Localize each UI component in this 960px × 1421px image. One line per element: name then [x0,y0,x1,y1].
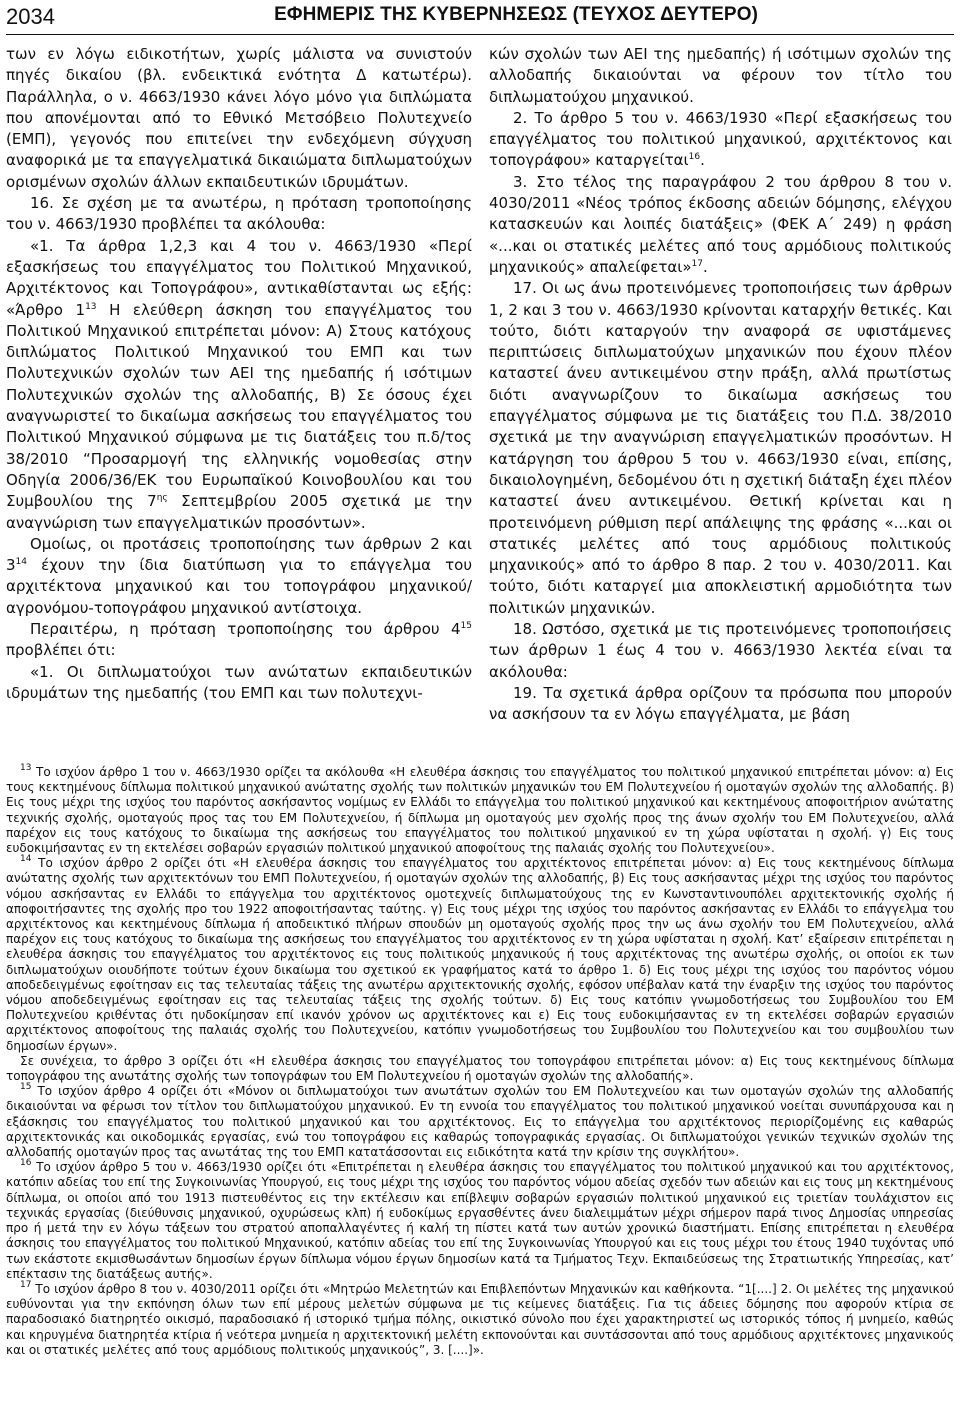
text-run: έχουν την ίδια διατύπωση για το επάγγελμα του αρχιτέκτονα μηχανικού και του τοπογράφου μηχανικού/αγρονόμου-τοπογράφου μηχανικού αντίστοιχα. [6,556,472,617]
text-run: 3. Στο τέλος της παραγράφου 2 του άρθρου 8 του ν. 4030/2011 «Νέος τρόπος έκδοσης αδειών δόμησης, ελέγχου κατασκευών και λοιπές διατάξεις» (ΦΕΚ Α΄ 249) η φράση «...και οι στατικές μελέτες από τους αρμόδιους πολιτικούς μηχανικούς» απαλείφεται» [489,172,952,276]
footnote-ref-13[interactable]: 13 [85,301,97,312]
footnote-number: 17 [20,1279,32,1290]
right-column [489,44,952,756]
footnote-number: 16 [20,1158,32,1169]
paragraph: των εν λόγω ειδικοτήτων, χωρίς μάλιστα να συνιστούν πηγές δικαίου (βλ. ενδεικτικά ενότητα Δ κατωτέρω). Παράλληλα, ο ν. 4663/1930 κάνει λόγο μόνο για διπλώματα που απονέμονται από το Εθνικό Μετσόβειο Πολυτεχνείο (ΕΜΠ), γεγονός που επιτείνει την ενδεχόμενη σύγχυση αναφορικά με τα επαγγελματικά δικαιώματα διπλωματούχων ορισμένων σχολών άλλων εκπαιδευτικών ιδρυμάτων. [6,45,472,191]
footnote-text: Το ισχύον άρθρο 8 του ν. 4030/2011 ορίζει ότι «Μητρώο Μελετητών και Επιβλεπόντων Μηχανικών και καθήκοντα. “1[....] 2. Οι μελέτες της μηχανικού ευθύνονται για την εκπόνηση όλων των επί μέρους μελετών σύμφωνα με τις κείμενες διατάξεις. Για τις άδειες δόμησης που αφορούν κτίρια σε παραδοσιακό διατηρητέο οικισμό, παραδοσιακό ή ιστορικό τμήμα πόλης, οικιστικό σύνολο που έχει χαρακτηριστεί ως ιστορικός τόπος ή μνημείο, καθώς και κηρυγμένα διατηρητέα κτίρια ή νεότερα μνημεία η αρχιτεκτονική μελέτη εκπονούνται και συντάσσονται από τους αρμόδιους αρχιτέκτονες μηχανικούς και οι στατικές μελέτες από τους αρμόδιους πολιτικούς μηχανικούς”, 3. [....]». [6,1281,954,1357]
paragraph: 18. Ωστόσο, σχετικά με τις προτεινόμενες τροποποιήσεις των άρθρων 1 έως 4 του ν. 4663/1930 λεκτέα είναι τα ακόλουθα: [489,620,952,681]
paragraph: 19. Τα σχετικά άρθρα ορίζουν τα πρόσωπα που μπορούν να ασκήσουν τα εν λόγω επαγγέλματα, με βάση [489,683,952,724]
left-column [6,44,472,756]
superscript: ης [156,493,168,504]
paragraph: κών σχολών των ΑΕΙ της ημεδαπής) ή ισότιμων σχολών της αλλοδαπής δικαιούνται να φέρουν τον τίτλο του διπλωματούχου μηχανικού. [489,45,952,106]
footnote-13 [6,765,954,856]
page-header [6,4,954,35]
text-run: «1. Τα άρθρα 1,2,3 και 4 του ν. 4663/1930 «Περί εξασκήσεως του επαγγέλματος του Πολιτικού Μηχανικού, Αρχιτέκτονος και Τοπογράφου», αντικαθίστανται ως εξής: «Άρθρο 1 [6,236,472,319]
footnote-16 [6,1160,954,1282]
text-run: Σεπτεμβρίου 2005 σχετικά με την αναγνώριση των επαγγελματικών προσόντων». [6,492,472,532]
text-run: . [703,257,708,276]
page-number: 2034 [6,4,55,29]
footnote-ref-16[interactable]: 16 [688,152,701,163]
paragraph: «1. Οι διπλωματούχοι των ανώτατων εκπαιδευτικών ιδρυμάτων της ημεδαπής (του ΕΜΠ και των πολυτεχνι- [6,662,472,702]
footnote-15 [6,1084,954,1160]
footnotes-section [6,765,954,1358]
footnote-ref-17[interactable]: 17 [691,258,703,269]
footnote-text: Το ισχύον άρθρο 2 ορίζει ότι «Η ελευθέρα άσκησις του επαγγέλματος του αρχιτέκτονος επιτρέπεται μόνον: α) Εις τους κεκτημένους δίπλωμα ανώτατης σχολής των αρχιτεκτόνων του ΕΜΠ Πολυτεχνείου, ή ομοταγών σχολών της αλλοδαπής, β) Εις τους ασκήσαντας μέχρι της ισχύος του παρόντος νόμου ασκήσαντας εν Ελλάδι το επάγγελμα του αρχιτέκτονος ομοτεχνείς διπλωματούχους της εν Κωνσταντινουπόλει αρχιτεκτονικής σχολής ή αποφοιτήσαντες της σχολής προ του 1922 αποφοιτήσαντας ταύτης. γ) Εις τους μέχρι της ισχύος του παρόντος ασκήσαντας εν Ελλάδι το επάγγελμα του αρχιτέκτονος και κεκτημένους δίπλωμα ή αποδεικτικό πλήρων σπουδών μη ομοταγούς σχολής προς την ως άνω σχολήν του ΕΜ Πολυτεχνείου, αλλά παρέχον εις τους κατόχους το δικαίωμα της ασκήσεως του επαγγέλματος του αρχιτέκτονος εν τη χώρα υφίσταται η σχολή. Κατ’ εξαίρεσιν επιτρέπεται η ελευθέρα άσκησις του επαγγέλματος του αρχιτέκτονος εις τους πολιτικούς μηχανικούς ή τους αρχιτέκτονας της ανωτέρω σχολής, οι οποίοι εκ των διπλωματούχων οιουδήποτε τούτων έχουν δικαίωμα του σχετικού εκ γραφήματος κατά το άρθρο 1. δ) Εις τους μέχρι της ισχύος του παρόντος νόμου αποδεδειγμένως εφοίτησαν εις τας τελευταίας τάξεις της ανωτέρω αρχιτεκτονικής σχολής, εφόσον υπέβαλαν κατά την έναρξιν της ισχύος του παρόντος νόμου αποδεδειγμένως εφοίτησαν εις τας τελευταίας τάξεις της σχολής τούτων. δ) Εις τους κατόπιν γνωμοδοτήσεως του Συμβουλίου του ΕΜ Πολυτεχνείου κριθέντας ότι ηυδοκίμησαν επί ικανόν χρόνον ως αρχιτέκτονες και ε) Εις τους ευδοκιμήσαντας εν τη εκτελέσει σοβαρών εργασιών αρχιτέκτονος αποφοίτους της παλαιάς σχολής του Πολυτεχνείου, κατόπιν γνωμοδοτήσεως του Συμβουλίου του Πολυτεχνείου και του συμβουλίου των δημοσίων έργων». [6,856,954,1053]
footnote-ref-14[interactable]: 14 [15,557,27,568]
text-run: Η ελεύθερη άσκηση του επαγγέλματος του Πολιτικού Μηχανικού επιτρέπεται μόνον: Α) Στους κατόχους διπλώματος Πολιτικού Μηχανικού του ΕΜΠ και των Πολυτεχνικών σχολών των ΑΕΙ της ημεδαπής ή ισότιμων Πολυτεχνικών σχολών της αλλοδαπής, Β) Σε όσους έχει αναγνωριστεί το δικαίωμα ασκήσεως του επαγγέλματος του Πολιτικού Μηχανικού σύμφωνα με τις διατάξεις του π.δ/τος 38/2010 “Προσαρμογή της ελληνικής νομοθεσίας στην Οδηγία 2006/36/ΕΚ του Ευρωπαϊκού Κοινοβουλίου και του Συμβουλίου της 7 [6,300,472,511]
footnote-number: 14 [20,854,32,865]
footnote-text: Το ισχύον άρθρο 1 του ν. 4663/1930 ορίζει τα ακόλουθα «Η ελευθέρα άσκησις του επαγγέλματος του πολιτικού μηχανικού επιτρέπεται μόνον: α) Εις τους κεκτημένους δίπλωμα πολιτικού μηχανικού ανώτατης σχολής των πολιτικών μηχανικών του ΕΜ Πολυτεχνείου ή ομοταγών σχολών της αλλοδαπής. β) Εις τους μέχρι της ισχύος του παρόντος ασκήσαντος νομίμως εν Ελλάδι το επάγγελμα του πολιτικού μηχανικού και κεκτημένους αποφοιτήριον ανώτατης τεχνικής σχολής, ομοταγούς προς τας του ΕΜ Πολυτεχνείου, ή δίπλωμα μη ομοταγούς μεν σχολής προς της άνων σχολήν του ΕΜ Πολυτεχνείου, αλλά παρέχον εις τους κατόχους το δικαίωμα της ασκήσεως του επαγγέλματος του πολιτικού μηχανικού εν τη χώρα υφίσταται η σχολή. γ) Εις τους ευδοκιμήσαντας εν τη εκτελέσει σοβαρών εργασιών πολιτικού μηχανικού αποφοίτους της παλαιάς σχολής του Πολυτεχνείου». [6,765,954,856]
footnote-14 [6,856,954,1054]
footnote-text: Το ισχύον άρθρο 4 ορίζει ότι «Μόνον οι διπλωματούχοι των ανωτάτων σχολών του ΕΜ Πολυτεχνείου και των ομοταγών σχολών της αλλοδαπής δικαιούνται να φέρωσι τον τίτλον του διπλωματούχου μηχανικού. Εν τη εννοία του επαγγέλματος του πολιτικού μηχανικού νοείται συνυπάρχουσα και η εξάσκησις του επαγγέλματος του πολιτικού μηχανικού και του αρχιτέκτονος. Εις το επάγγελμα του αρχιτέκτονος περιορίζομένης εις καθαρώς αρχιτεκτονικάς και οικοδομικάς εργασίας, ενώ του τοπογράφου εις καθαρώς τοπογραφικάς εργασίας. Οι διπλωματούχοι γενικών τεχνικών σχολών της αλλοδαπής ομοταγών προς τας ανωτάτας της του ΕΜΠ κατατάσσονται εις ειδικότητα κατά την κρίσιν της συγκλήτου». [6,1084,954,1160]
text-run: Ομοίως, οι προτάσεις τροποποίησης των άρθρων 2 και 3 [6,534,472,575]
footnote-17 [6,1279,954,1358]
paragraph [489,108,952,172]
text-run: 2. Το άρθρο 5 του ν. 4663/1930 «Περί εξασκήσεως του επαγγέλματος του πολιτικού μηχανικού, αρχιτέκτονος και τοπογράφου» καταργείται [489,108,952,170]
paragraph [6,236,472,534]
footnote-14-continued: Σε συνέχεια, το άρθρο 3 ορίζει ότι «Η ελευθέρα άσκησις του επαγγέλματος του τοπογράφου επιτρέπεται μόνον: α) Εις τους κεκτημένους δίπλωμα τοπογράφου της ανωτάτης σχολής των τοπογράφων του ΕΜ Πολυτεχνείου ή ομοταγών σχολών της αλλοδαπής». [6,1053,954,1084]
text-run: . [700,151,705,170]
footnote-ref-15[interactable]: 15 [460,621,472,632]
paragraph: 17. Οι ως άνω προτεινόμενες τροποποιήσεις των άρθρων 1, 2 και 3 του ν. 4663/1930 κρίνονται καταρχήν θετικές. Και τούτο, διότι καταργούν την αναφορά σε υφιστάμενες περιπτώσεις διπλωματούχων μηχανικών που έχουν πλέον καταστεί άνευ αντικειμένου στην πράξη, αλλά πρωτίστως διότι αναγνωρίζουν το δικαίωμα ασκήσεως του επαγγέλματος σύμφωνα με τις διατάξεις του Π.Δ. 38/2010 σχετικά με την αναγνώριση επαγγελματικών προσόντων. Η κατάργηση του άρθρου 5 του ν. 4663/1930 είναι, επίσης, δικαιολογημένη, δεδομένου ότι η σχετική διάταξη έχει πλέον καταστεί άνευ αντικειμένου. Θετική κρίνεται και η προτεινόμενη ρύθμιση περί απάλειψης της φράσης «...και οι στατικές μελέτες από τους αρμόδιους πολιτικούς μηχανικούς» από το άρθρο 8 παρ. 2 του ν. 4030/2011. Και τούτο, διότι καταργεί μια αποκλειστική αρμοδιότητα των πολιτικών μηχανικών. [489,279,952,617]
footnote-number: 13 [20,763,32,773]
paragraph [6,619,472,662]
text-run: προβλέπει ότι: [6,641,116,660]
text-run: Περαιτέρω, η πρόταση τροποποίησης του άρθρου 4 [30,620,461,639]
footnote-text: Το ισχύον άρθρο 5 του ν. 4663/1930 ορίζει ότι «Επιτρέπεται η ελευθέρα άσκησις του επαγγέλματος του πολιτικού μηχανικού και του αρχιτέκτονος, κατόπιν αδείας του επί της Συγκοινωνίας Υπουργού, εις τους μέχρι της ισχύος του παρόντος νόμου αδείας σχεδόν των αδειών και εις τους μη κεκτημένους δίπλωμα, οι οποίοι από του 1913 πιστευθέντος εις την εκτέλεσιν και επίβλεψιν σοβαρών εργασιών πολιτικού μηχανικού εις τριετίαν τουλάχιστον εις τεχνικάς εργασίας (διεύθυνσις μηχανικού, οχυρώσεως κλπ) ή ευδοκίμως εργασθέντες άνευ διαλειμμάτων μέχρι σήμερον παρά τινος Δημοσίας υπηρεσίας προ ή μετά την εν λόγω τάξεων του στρατού αποπαλλαγέντες ή καλή τη πίστει κατά των αυτών χρονικώ διαστήματι. Επίσης επιτρέπεται η ελευθέρα άσκησις του επαγγέλματος του πολιτικού Μηχανικού, κατόπιν αδείας του επί της Συγκοινωνίας Υπουργού και εις τους μέχρι του έτους 1940 τυχόντας υπό των εκάστοτε εκμισθωσάντων δημοσίων έργων δίπλωμα νόμου έργων δημοσίων κατά τα Τμήματος Τεχν. Εκπαιδεύσεως της Στρατιωτικής Υπηρεσίας, κατ’ επέκτασιν της διατάξεως αυτής». [6,1160,954,1281]
paragraph [489,172,952,278]
paragraph [6,534,472,619]
footnote-number: 15 [20,1082,32,1093]
paragraph: 16. Σε σχέση με τα ανωτέρω, η πρόταση τροποποίησης του ν. 4663/1930 προβλέπει τα ακόλουθα: [6,194,472,234]
journal-title: ΕΦΗΜΕΡΙΣ ΤΗΣ ΚΥΒΕΡΝΗΣΕΩΣ (ΤΕΥΧΟΣ ΔΕΥΤΕΡΟ) [274,4,758,25]
